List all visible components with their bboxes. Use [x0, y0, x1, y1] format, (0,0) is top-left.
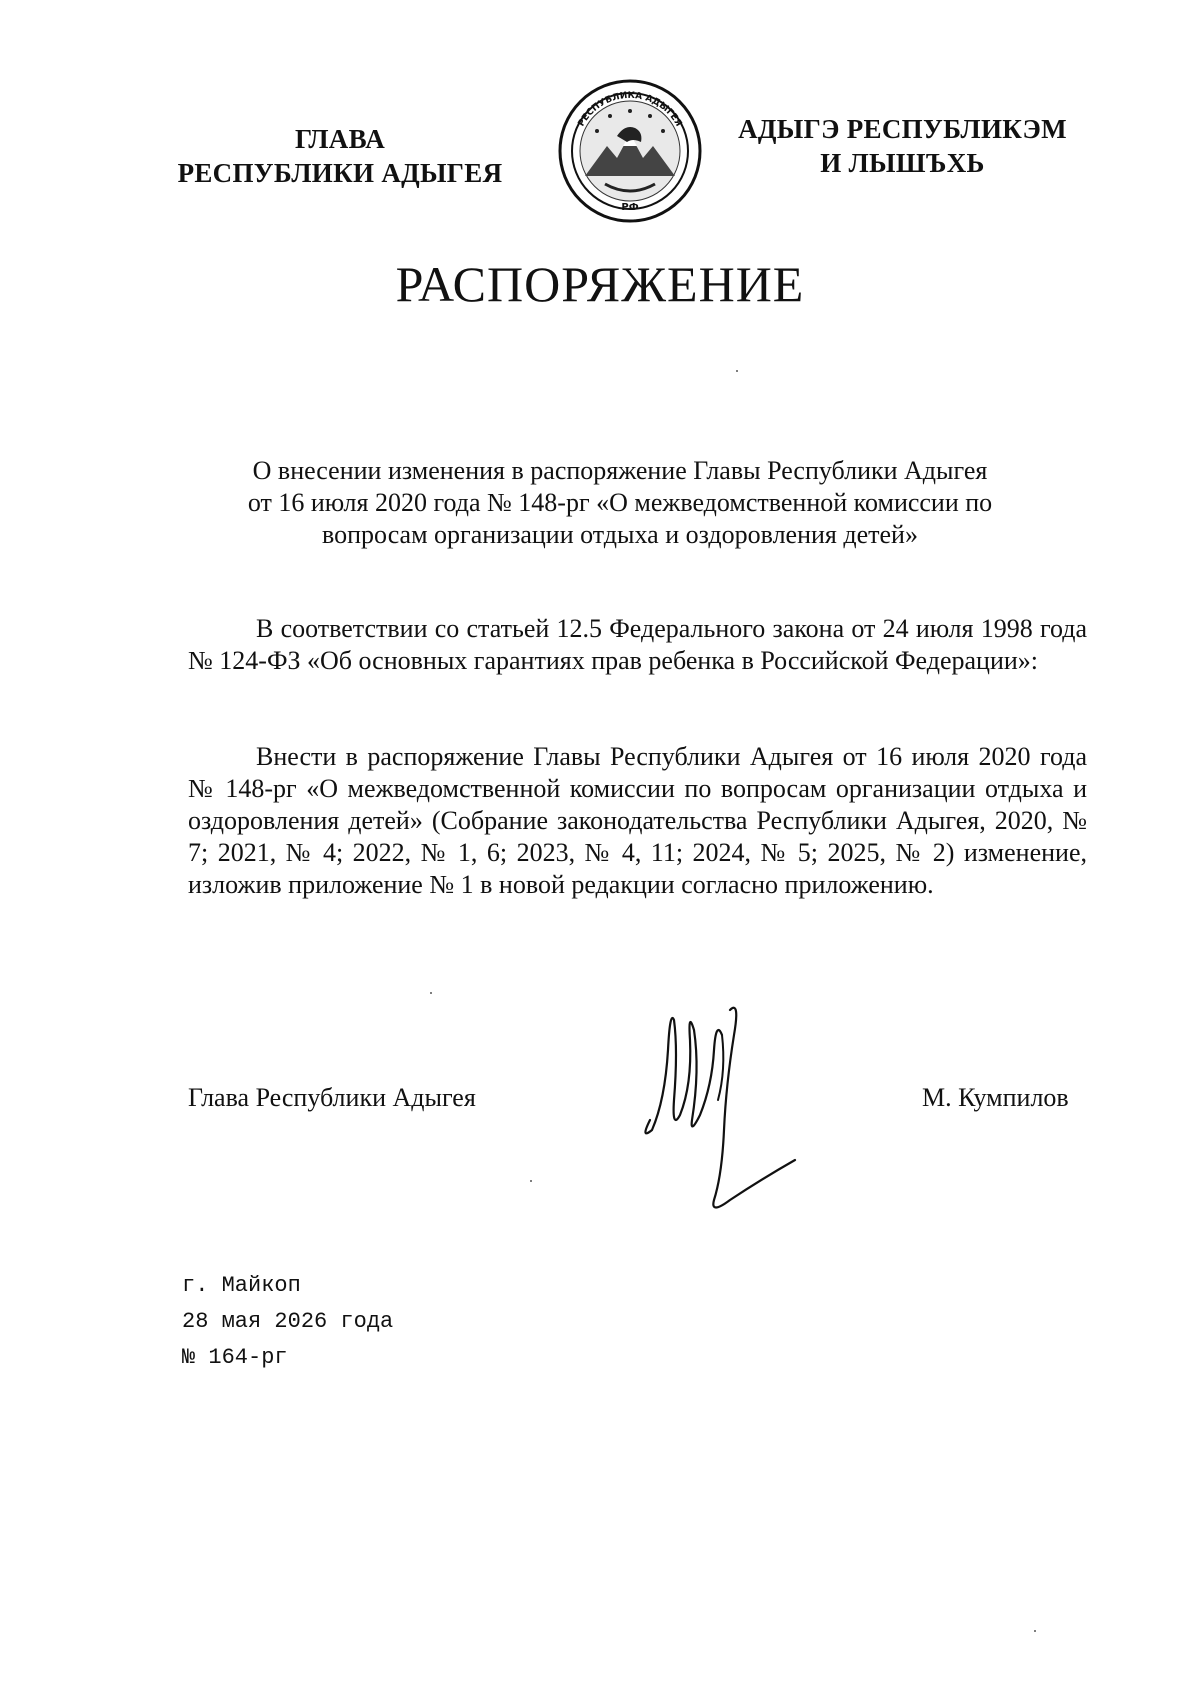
- signatory-name: М. Кумпилов: [922, 1083, 1069, 1112]
- emblem-seal-icon: [555, 76, 705, 226]
- subject-line1: О внесении изменения в распоряжение Главы Республики Адыгея: [252, 456, 988, 485]
- issue-date: 28 мая 2026 года: [182, 1309, 394, 1334]
- operative-paragraph: Внести в распоряжение Главы Республики Адыгея от 16 июля 2020 года № 148-рг «О межведомственной комиссии по вопросам организации отдыха и оздоровления детей» (Собрание законодательства Республики Адыгея, 2020, № 7; 2021, № 4; 2022, № 1, 6; 2023, № 4, 11; 2024, № 5; 2025, № 2) изменение, изложив приложение № 1 в новой редакции согласно приложению.: [188, 742, 1087, 899]
- scan-speck: [430, 992, 432, 994]
- document-type-heading: РАСПОРЯЖЕНИЕ: [395, 256, 805, 312]
- emblem-ring-text: РЕСПУБЛИКА АДЫГЕЯ: [576, 90, 684, 129]
- issuer-title-adyghe-line2: И ЛЫШЪХЬ: [820, 148, 985, 178]
- issuer-title-adyghe: [730, 112, 1075, 180]
- document-number: № 164-рг: [182, 1345, 288, 1370]
- subject-line3: вопросам организации отдыха и оздоровления детей»: [322, 520, 918, 549]
- signatory-title: Глава Республики Адыгея: [188, 1083, 476, 1112]
- emblem-bottom-text: РФ: [621, 202, 639, 213]
- signature-icon: [630, 990, 810, 1220]
- issue-place: г. Майкоп: [182, 1273, 301, 1298]
- issuer-title-line1: ГЛАВА: [294, 124, 386, 154]
- issuer-title-russian: [170, 122, 510, 190]
- handwritten-signature: [630, 990, 810, 1220]
- scan-speck: [736, 370, 738, 372]
- document-subject: [200, 455, 1040, 551]
- scan-speck: [1034, 1630, 1036, 1632]
- subject-line2: от 16 июля 2020 года № 148-рг «О межведомственной комиссии по: [247, 488, 993, 517]
- issuer-title-adyghe-line1: АДЫГЭ РЕСПУБЛИКЭМ: [738, 114, 1067, 144]
- preamble-paragraph: В соответствии со статьей 12.5 Федерального закона от 24 июля 1998 года № 124-ФЗ «Об основных гарантиях прав ребенка в Российской Федерации»:: [188, 614, 1087, 675]
- scan-speck: [530, 1180, 532, 1182]
- issuer-title-line2: РЕСПУБЛИКИ АДЫГЕЯ: [177, 158, 503, 188]
- coat-of-arms-emblem: [555, 76, 705, 226]
